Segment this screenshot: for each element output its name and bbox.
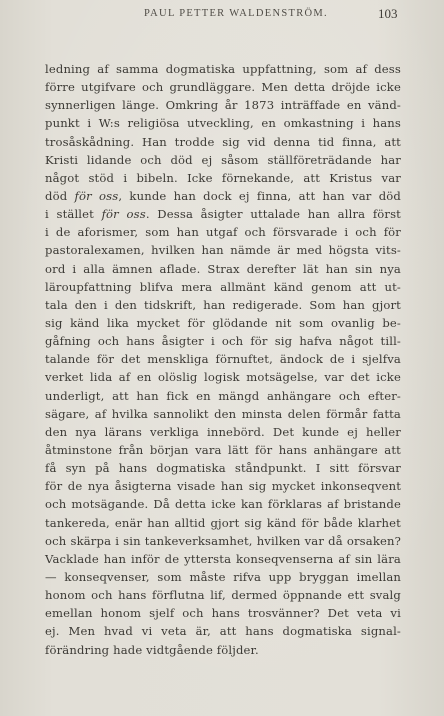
page-number: 103 xyxy=(378,6,398,21)
emphasis: för oss xyxy=(101,207,146,222)
text-line: något stöd i bibeln. Icke förnekande, att Kristus var xyxy=(45,170,401,185)
text-line: ej. Men hvad vi veta är, att hans dogmatiska signal- xyxy=(45,624,401,639)
text-line: gåfning och hans åsigter i och för sig hafva något till- xyxy=(45,334,401,349)
emphasis: för oss xyxy=(74,188,119,203)
text-line: — konseqvenser, som måste rifva upp bryggan imellan xyxy=(45,569,401,584)
text-line: ledning af samma dogmatiska uppfattning, som af dess xyxy=(45,62,401,76)
text-line: pastoralexamen, hvilken han nämde är med högsta vits- xyxy=(45,243,401,258)
text-line: för de nya åsigterna visade han sig mycket inkonseqvent xyxy=(45,479,401,494)
text-line: få syn på hans dogmatiska ståndpunkt. I sitt försvar xyxy=(45,461,401,476)
text-line: synnerligen länge. Omkring år 1873 inträffade en vänd- xyxy=(45,98,401,113)
text-line: i stället för oss. Dessa åsigter uttalade han allra först xyxy=(45,207,401,222)
text-line: verket lida af en olöslig logisk motsägelse, var det icke xyxy=(45,370,401,385)
text-line: och motsägande. Då detta icke kan förklaras af bristande xyxy=(45,497,401,512)
text-line: åtminstone från början vara lätt för hans anhängare att xyxy=(45,442,401,457)
text-line: Vacklade han inför de yttersta konseqvenserna af sin lära xyxy=(45,551,401,566)
text-line: trosåskådning. Han trodde sig vid denna tid finna, att xyxy=(45,134,401,149)
body-text xyxy=(45,60,401,659)
text-line: underligt, att han fick en mängd anhängare och efter- xyxy=(45,388,401,403)
text-line: Kristi lidande och död ej såsom ställföreträdande har xyxy=(45,152,401,167)
text-line: emellan honom sjelf och hans trosvänner? Det veta vi xyxy=(45,606,401,621)
text-line: sägare, af hvilka sannolikt den minsta delen förmår fatta xyxy=(45,406,401,421)
text-line: talande för det menskliga förnuftet, ändock de i sjelfva xyxy=(45,352,401,367)
text-line: tala den i den tidskrift, han redigerade. Som han gjort xyxy=(45,297,401,312)
text-line: den nya lärans verkliga innebörd. Det kunde ej heller xyxy=(45,424,401,439)
text-line: i de aforismer, som han utgaf och försvarade i och för xyxy=(45,225,401,240)
text-line: sig känd lika mycket för glödande nit som ovanlig be- xyxy=(45,315,401,330)
text-line: förändring hade vidtgående följder. xyxy=(45,642,259,657)
text-line: ord i alla ämnen aflade. Strax derefter lät han sin nya xyxy=(45,261,401,276)
text-line: förre utgifvare och grundläggare. Men detta dröjde icke xyxy=(45,80,401,95)
text-line: honom och hans förflutna lif, dermed öppnande ett svalg xyxy=(45,588,401,603)
running-head: PAUL PETTER WALDENSTRÖM. xyxy=(144,8,328,19)
text-line: läroupfattning blifva mera allmänt känd genom att ut- xyxy=(45,279,401,294)
text-line: och skärpa i sin tankeverksamhet, hvilken var då orsaken? xyxy=(45,533,401,548)
text-line: punkt i W:s religiösa utveckling, en omkastning i hans xyxy=(45,116,401,131)
text-line: död för oss, kunde han dock ej finna, att han var död xyxy=(45,188,401,203)
text-line: tankereda, enär han alltid gjort sig känd för både klarhet xyxy=(45,515,401,530)
